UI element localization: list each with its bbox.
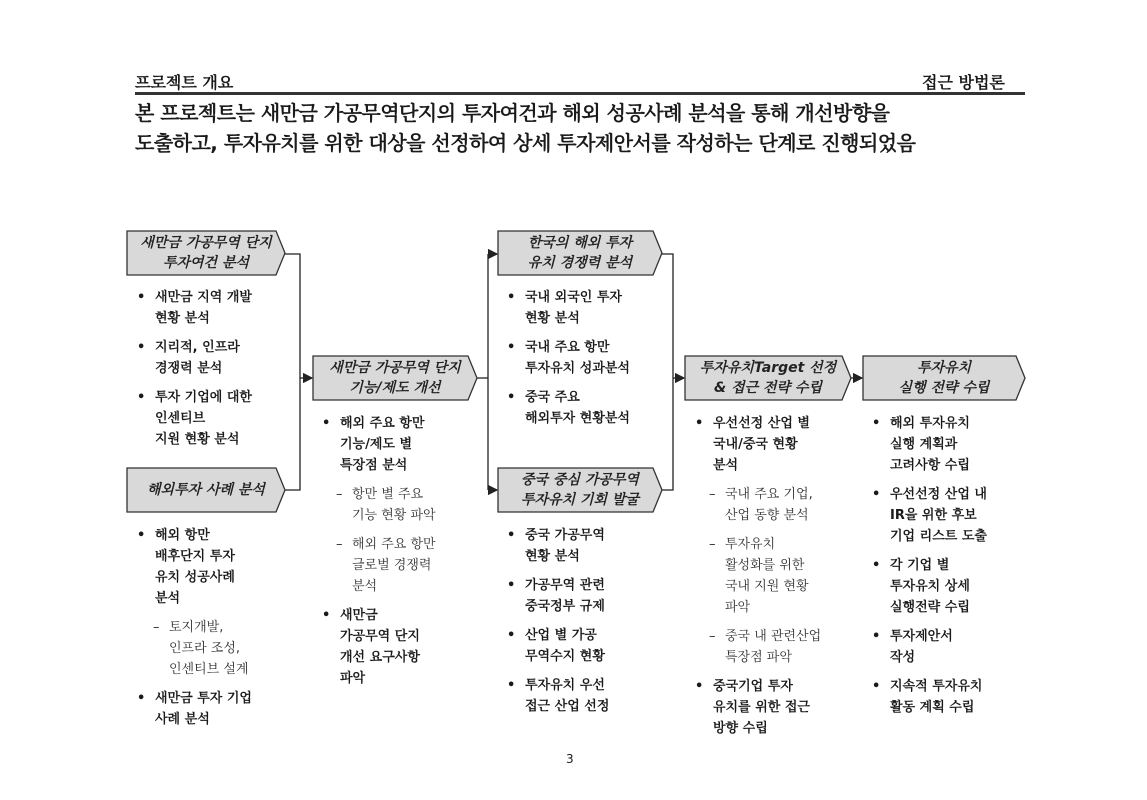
headline-line-1: 본 프로젝트는 새만금 가공무역단지의 투자여건과 해외 성공사례 분석을 통해 개선방향을 [135, 101, 890, 125]
list-item [870, 484, 1035, 547]
item-line: 우선선정 산업 별 [713, 416, 810, 431]
item-line: 투자유치 [725, 537, 776, 552]
item-line: 국내 지원 현황 [725, 579, 809, 594]
dash-icon: – [336, 537, 343, 552]
item-line: 새만금 지역 개발 [155, 290, 252, 305]
item-line: 분석 [713, 458, 739, 473]
list-item [693, 413, 858, 476]
item-line: 새만금 [340, 608, 378, 623]
item-line: 파악 [340, 671, 366, 686]
list-item [135, 287, 295, 329]
item-line: 지속적 투자유치 [890, 679, 983, 694]
bullet-icon: • [137, 340, 146, 355]
item-line: 실행전략 수립 [890, 600, 970, 615]
section-subtitle: 접근 방법론 [922, 73, 1005, 92]
item-line: 중국기업 투자 [713, 679, 793, 694]
list-item [505, 387, 670, 429]
item-line: 실행 계획과 [890, 437, 958, 452]
bullet-icon: • [507, 290, 516, 305]
item-line: 방향 수립 [713, 721, 768, 736]
col3a-list [505, 287, 670, 437]
box-label: 한국의 해외 투자 [527, 235, 633, 251]
box-label: & 접근 전략 수립 [714, 380, 822, 396]
item-line: 분석 [155, 591, 181, 606]
item-line: 지원 현황 분석 [155, 432, 240, 447]
item-line: 국내/중국 현황 [713, 437, 798, 452]
bullet-icon: • [872, 558, 881, 573]
step-box-function-improvement [312, 355, 478, 401]
box-label: 유치 경쟁력 분석 [527, 255, 633, 271]
box-label: 투자유치 기회 발굴 [521, 492, 639, 508]
item-line: 사례 분석 [155, 712, 210, 727]
list-item [135, 337, 295, 379]
item-line: 해외투자 현황분석 [525, 411, 630, 426]
list-item [320, 413, 480, 476]
item-line: 유치를 위한 접근 [713, 700, 810, 715]
item-line: 해외 주요 항만 [340, 416, 425, 431]
step-box-korea-competitiveness [497, 230, 663, 276]
dash-icon: – [709, 537, 716, 552]
list-item [870, 626, 1035, 668]
item-line: 글로벌 경쟁력 [352, 558, 432, 573]
box-label: 투자여건 분석 [162, 255, 250, 271]
item-line: 국내 주요 항만 [525, 340, 610, 355]
item-line: 해외 주요 항만 [352, 537, 436, 552]
item-line: 가공무역 단지 [340, 629, 420, 644]
sub-item [149, 617, 300, 680]
box-label: 실행 전략 수립 [898, 380, 990, 396]
sub-item [332, 484, 480, 526]
item-line: 지리적, 인프라 [155, 340, 240, 355]
dash-icon: – [709, 629, 716, 644]
item-line: 파악 [725, 600, 751, 615]
bullet-icon: • [507, 678, 516, 693]
step-box-execution-strategy [862, 355, 1026, 401]
item-line: 기업 리스트 도출 [890, 529, 987, 544]
item-line: 접근 산업 선정 [525, 699, 610, 714]
bullet-icon: • [872, 487, 881, 502]
list-item [870, 413, 1035, 476]
bullet-icon: • [872, 679, 881, 694]
item-line: 해외 투자유치 [890, 416, 970, 431]
section-title: 프로젝트 개요 [135, 73, 234, 92]
col4-list [693, 413, 858, 747]
item-line: 배후단지 투자 [155, 549, 235, 564]
item-line: 산업 동향 분석 [725, 508, 809, 523]
bullet-icon: • [322, 608, 331, 623]
bullet-icon: • [507, 578, 516, 593]
item-line: 각 기업 별 [890, 558, 950, 573]
item-line: 현황 분석 [525, 311, 580, 326]
item-line: 국내 주요 기업, [725, 487, 813, 502]
list-item [505, 625, 670, 667]
item-line: 해외 항만 [155, 528, 210, 543]
step-box-overseas-cases [126, 467, 286, 513]
item-line: 토지개발, [169, 620, 224, 635]
item-line: 활성화를 위한 [725, 558, 805, 573]
col1a-list [135, 287, 295, 458]
item-line: 인센티브 설계 [169, 662, 249, 677]
sub-item [705, 484, 858, 526]
list-item [135, 525, 300, 609]
item-line: 우선선정 산업 내 [890, 487, 987, 502]
item-line: 무역수지 현황 [525, 649, 605, 664]
item-line: 현황 분석 [525, 549, 580, 564]
list-item [135, 688, 300, 730]
bullet-icon: • [695, 679, 704, 694]
item-line: 새만금 투자 기업 [155, 691, 252, 706]
col1b-list [135, 525, 300, 738]
sub-item [332, 534, 480, 597]
list-item [135, 387, 295, 450]
dash-icon: – [709, 487, 716, 502]
item-line: 중국정부 규제 [525, 599, 605, 614]
item-line: 유치 성공사례 [155, 570, 235, 585]
item-line: 고려사항 수립 [890, 458, 970, 473]
box-label: 투자유치 [916, 360, 972, 376]
item-line: 특장점 파악 [725, 650, 792, 665]
item-line: 투자유치 상세 [890, 579, 970, 594]
bullet-icon: • [507, 340, 516, 355]
item-line: 인프라 조성, [169, 641, 241, 656]
list-item [505, 287, 670, 329]
sub-item [705, 534, 858, 618]
list-item [870, 676, 1035, 718]
item-line: 항만 별 주요 [352, 487, 424, 502]
item-line: 투자유치 우선 [525, 678, 605, 693]
box-label: 중국 중심 가공무역 [521, 472, 639, 488]
bullet-icon: • [137, 290, 146, 305]
item-line: 투자제안서 [890, 629, 953, 644]
step-box-investment-conditions [126, 230, 286, 276]
list-item [505, 675, 670, 717]
col3b-list [505, 525, 670, 725]
dash-icon: – [336, 487, 343, 502]
item-line: 개선 요구사항 [340, 650, 420, 665]
list-item [693, 676, 858, 739]
bullet-icon: • [695, 416, 704, 431]
bullet-icon: • [137, 691, 146, 706]
box-label: 새만금 가공무역 단지 [329, 360, 461, 376]
item-line: 국내 외국인 투자 [525, 290, 622, 305]
item-line: 인센티브 [155, 411, 206, 426]
item-line: 중국 주요 [525, 390, 580, 405]
item-line: 특장점 분석 [340, 458, 408, 473]
headline-line-2: 도출하고, 투자유치를 위한 대상을 선정하여 상세 투자제안서를 작성하는 단계로 진행되었음 [135, 131, 916, 155]
item-line: 작성 [890, 650, 916, 665]
dash-icon: – [153, 620, 160, 635]
sub-item [705, 626, 858, 668]
box-label: 해외투자 사례 분석 [147, 482, 265, 498]
list-item [505, 525, 670, 567]
item-line: 기능/제도 별 [340, 437, 413, 452]
box-label: 투자유치Target 선정 [699, 360, 837, 376]
item-line: 산업 별 가공 [525, 628, 597, 643]
item-line: 중국 가공무역 [525, 528, 605, 543]
bullet-icon: • [322, 416, 331, 431]
bullet-icon: • [137, 528, 146, 543]
item-line: 활동 계획 수립 [890, 700, 975, 715]
list-item [505, 337, 670, 379]
col2-list [320, 413, 480, 697]
page-number: 3 [566, 752, 574, 766]
item-line: 경쟁력 분석 [155, 361, 223, 376]
bullet-icon: • [507, 390, 516, 405]
step-box-target-selection [684, 355, 852, 401]
bullet-icon: • [507, 528, 516, 543]
box-label: 기능/제도 개선 [349, 380, 441, 396]
item-line: 분석 [352, 579, 378, 594]
list-item [320, 605, 480, 689]
list-item [505, 575, 670, 617]
col5-list [870, 413, 1035, 726]
item-line: IR을 위한 후보 [890, 508, 977, 523]
item-line: 중국 내 관련산업 [725, 629, 822, 644]
item-line: 투자유치 성과분석 [525, 361, 630, 376]
bullet-icon: • [137, 390, 146, 405]
item-line: 가공무역 관련 [525, 578, 605, 593]
item-line: 투자 기업에 대한 [155, 390, 252, 405]
item-line: 현황 분석 [155, 311, 210, 326]
step-box-china-opportunity [497, 467, 663, 513]
bullet-icon: • [872, 416, 881, 431]
bullet-icon: • [872, 629, 881, 644]
bullet-icon: • [507, 628, 516, 643]
item-line: 기능 현황 파악 [352, 508, 436, 523]
box-label: 새만금 가공무역 단지 [140, 235, 272, 251]
list-item [870, 555, 1035, 618]
